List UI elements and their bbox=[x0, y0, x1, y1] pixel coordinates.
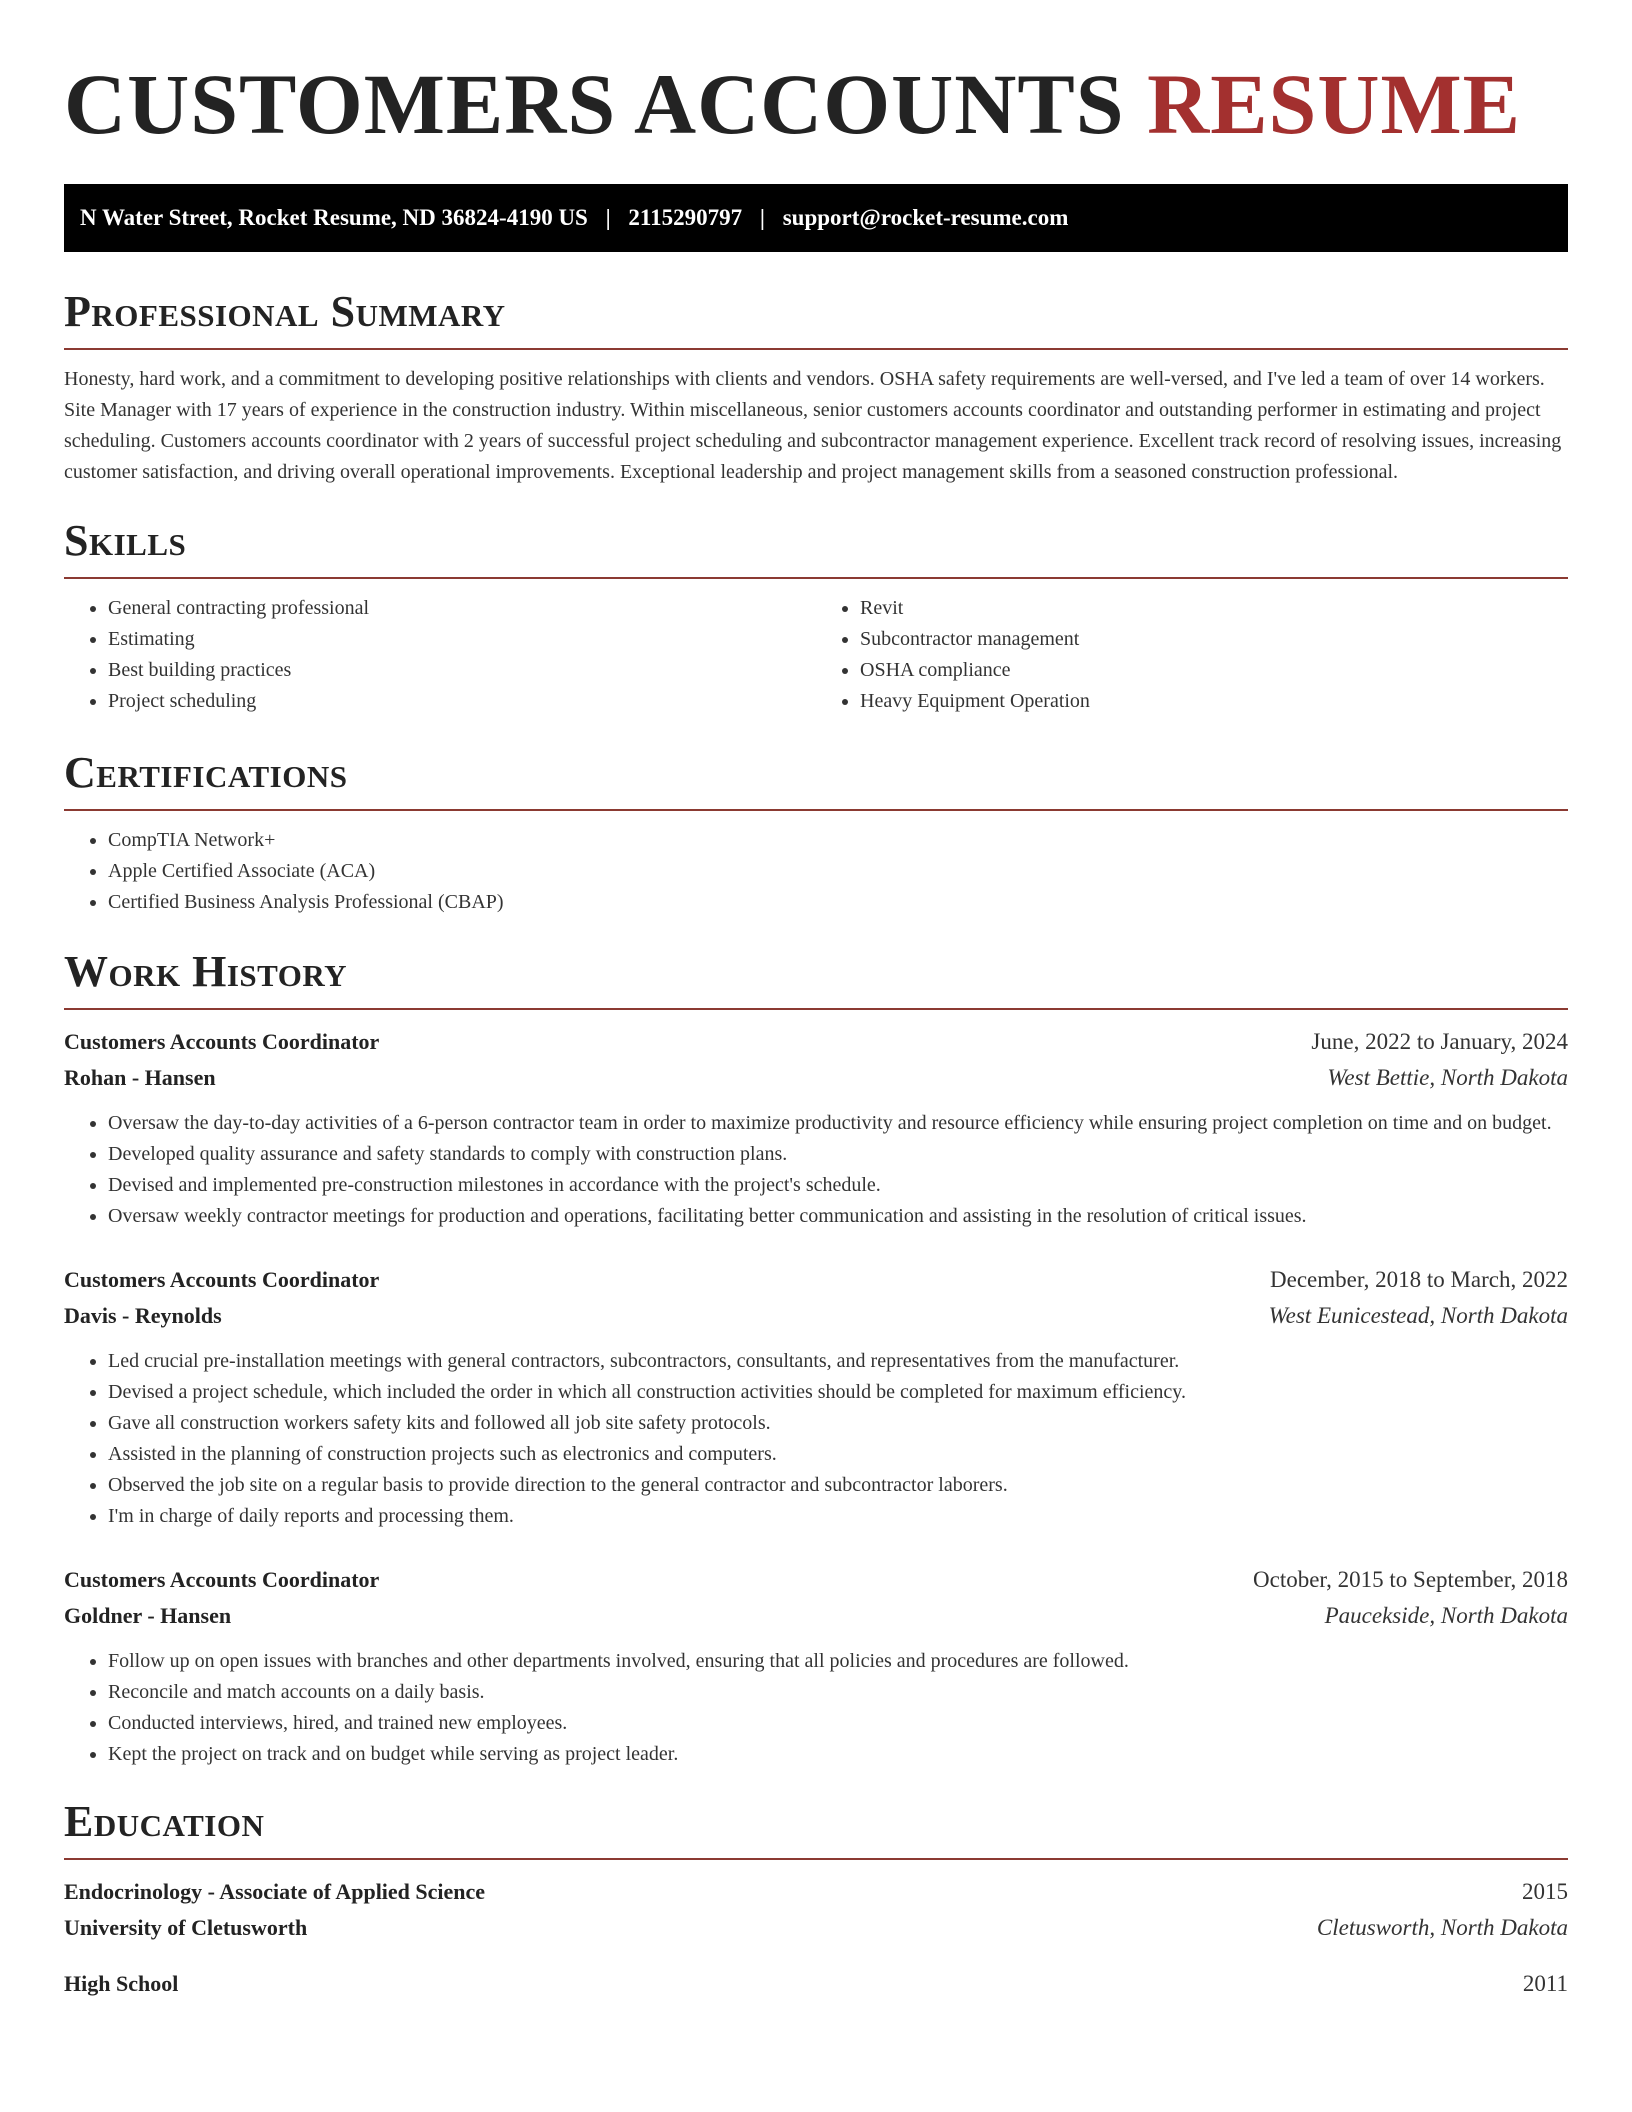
title-accent: RESUME bbox=[1147, 56, 1522, 152]
certifications-section bbox=[64, 747, 1568, 918]
skill-item: • General contracting professional bbox=[108, 593, 816, 624]
summary-heading: Professional Summary bbox=[64, 287, 506, 336]
skills-section bbox=[64, 515, 1568, 717]
section-divider bbox=[64, 1008, 1568, 1010]
job-duty: • Reconcile and match accounts on a daily basis. bbox=[108, 1677, 1568, 1708]
job-location: West Bettie, North Dakota bbox=[1327, 1065, 1568, 1090]
contact-separator: | bbox=[605, 205, 611, 230]
job-duty: • Led crucial pre-installation meetings with general contractors, subcontractors, consultants, and representatives from the manufacturer. bbox=[108, 1346, 1568, 1377]
education-section bbox=[64, 1796, 1568, 2002]
title-main: CUSTOMERS ACCOUNTS bbox=[64, 56, 1125, 152]
skill-item: • Subcontractor management bbox=[860, 624, 1568, 655]
job-duty: • Follow up on open issues with branches and other departments involved, ensuring that all policies and procedures are followed. bbox=[108, 1646, 1568, 1677]
job-duty: • Observed the job site on a regular basis to provide direction to the general contractor and subcontractor laborers. bbox=[108, 1470, 1568, 1501]
summary-text: Honesty, hard work, and a commitment to developing positive relationships with clients and vendors. OSHA safety requirements are well-versed, and I've led a team of over 14 workers. Site Manager with 17 years of experience in the construction industry. Within miscellaneous, senior customers accounts coordinator and outstanding performer in estimating and project scheduling. Customers accounts coordinator with 2 years of successful project scheduling and subcontractor management experience. Excellent track record of resolving issues, increasing customer satisfaction, and driving overall operational improvements. Exceptional leadership and project management skills from a seasoned construction professional. bbox=[64, 368, 1562, 483]
job-title: Customers Accounts Coordinator bbox=[64, 1029, 380, 1054]
skills-list-left bbox=[64, 593, 816, 717]
job-header-row bbox=[64, 1562, 1568, 1598]
job-entry bbox=[64, 1262, 1568, 1532]
resume-title bbox=[64, 0, 1568, 150]
job-company-row bbox=[64, 1298, 1568, 1334]
job-header-row bbox=[64, 1262, 1568, 1298]
education-location: Cletusworth, North Dakota bbox=[1316, 1915, 1568, 1940]
skill-item: • Heavy Equipment Operation bbox=[860, 686, 1568, 717]
job-duty: • Conducted interviews, hired, and trained new employees. bbox=[108, 1708, 1568, 1739]
job-duty: • Assisted in the planning of construction projects such as electronics and computers. bbox=[108, 1439, 1568, 1470]
job-location: Paucekside, North Dakota bbox=[1324, 1603, 1568, 1628]
job-dates: October, 2015 to September, 2018 bbox=[1253, 1567, 1568, 1592]
section-divider bbox=[64, 1858, 1568, 1860]
contact-bar bbox=[64, 184, 1568, 252]
education-entry bbox=[64, 1966, 1568, 2002]
section-divider bbox=[64, 809, 1568, 811]
job-duty: • Devised a project schedule, which included the order in which all construction activities should be completed for maximum efficiency. bbox=[108, 1377, 1568, 1408]
section-divider bbox=[64, 577, 1568, 579]
certification-item: • Apple Certified Associate (ACA) bbox=[108, 856, 1568, 887]
skills-list-right bbox=[816, 593, 1568, 717]
job-company: Davis - Reynolds bbox=[64, 1303, 222, 1328]
education-year: 2011 bbox=[1522, 1971, 1568, 1996]
education-degree: Endocrinology - Associate of Applied Science bbox=[64, 1879, 486, 1904]
job-dates: June, 2022 to January, 2024 bbox=[1311, 1029, 1568, 1054]
work-history-section bbox=[64, 946, 1568, 1770]
skill-item: • Revit bbox=[860, 593, 1568, 624]
job-company: Rohan - Hansen bbox=[64, 1065, 216, 1090]
job-entry bbox=[64, 1562, 1568, 1770]
job-duties bbox=[64, 1346, 1568, 1532]
contact-separator: | bbox=[759, 205, 765, 230]
job-company: Goldner - Hansen bbox=[64, 1603, 232, 1628]
contact-phone[interactable]: 2115290797 bbox=[628, 205, 743, 230]
education-header-row bbox=[64, 1966, 1568, 2002]
skill-item: • Estimating bbox=[108, 624, 816, 655]
job-duty: • Developed quality assurance and safety standards to comply with construction plans. bbox=[108, 1139, 1568, 1170]
job-duty: • Gave all construction workers safety kits and followed all job site safety protocols. bbox=[108, 1408, 1568, 1439]
certifications-list bbox=[64, 825, 1568, 918]
summary-section bbox=[64, 286, 1568, 488]
job-duty: • Oversaw weekly contractor meetings for production and operations, facilitating better communication and assisting in the resolution of critical issues. bbox=[108, 1201, 1568, 1232]
job-location: West Eunicestead, North Dakota bbox=[1268, 1303, 1568, 1328]
contact-email[interactable]: support@rocket-resume.com bbox=[782, 205, 1069, 230]
work-history-heading: Work History bbox=[64, 947, 348, 996]
job-dates: December, 2018 to March, 2022 bbox=[1270, 1267, 1568, 1292]
education-year: 2015 bbox=[1522, 1879, 1568, 1904]
job-entry bbox=[64, 1024, 1568, 1232]
education-header-row bbox=[64, 1874, 1568, 1910]
job-duty: • Oversaw the day-to-day activities of a 6-person contractor team in order to maximize productivity and resource efficiency while ensuring project completion on time and on budget. bbox=[108, 1108, 1568, 1139]
job-duties bbox=[64, 1646, 1568, 1770]
certification-item: • CompTIA Network+ bbox=[108, 825, 1568, 856]
job-duty: • Kept the project on track and on budget while serving as project leader. bbox=[108, 1739, 1568, 1770]
certifications-heading: Certifications bbox=[64, 748, 348, 797]
contact-address: N Water Street, Rocket Resume, ND 36824-4190 US bbox=[80, 205, 588, 230]
skill-item: • Project scheduling bbox=[108, 686, 816, 717]
education-degree: High School bbox=[64, 1971, 179, 1996]
job-title: Customers Accounts Coordinator bbox=[64, 1267, 380, 1292]
job-company-row bbox=[64, 1598, 1568, 1634]
job-duty: • Devised and implemented pre-construction milestones in accordance with the project's schedule. bbox=[108, 1170, 1568, 1201]
skills-heading: Skills bbox=[64, 516, 187, 565]
education-heading: Education bbox=[64, 1797, 265, 1846]
skill-item: • Best building practices bbox=[108, 655, 816, 686]
job-company-row bbox=[64, 1060, 1568, 1096]
education-entry bbox=[64, 1874, 1568, 1946]
section-divider bbox=[64, 348, 1568, 350]
certification-item: • Certified Business Analysis Professional (CBAP) bbox=[108, 887, 1568, 918]
skills-grid bbox=[64, 593, 1568, 717]
job-duty: • I'm in charge of daily reports and processing them. bbox=[108, 1501, 1568, 1532]
job-title: Customers Accounts Coordinator bbox=[64, 1567, 380, 1592]
education-school-row bbox=[64, 1910, 1568, 1946]
skill-item: • OSHA compliance bbox=[860, 655, 1568, 686]
education-school: University of Cletusworth bbox=[64, 1915, 308, 1940]
job-header-row bbox=[64, 1024, 1568, 1060]
job-duties bbox=[64, 1108, 1568, 1232]
